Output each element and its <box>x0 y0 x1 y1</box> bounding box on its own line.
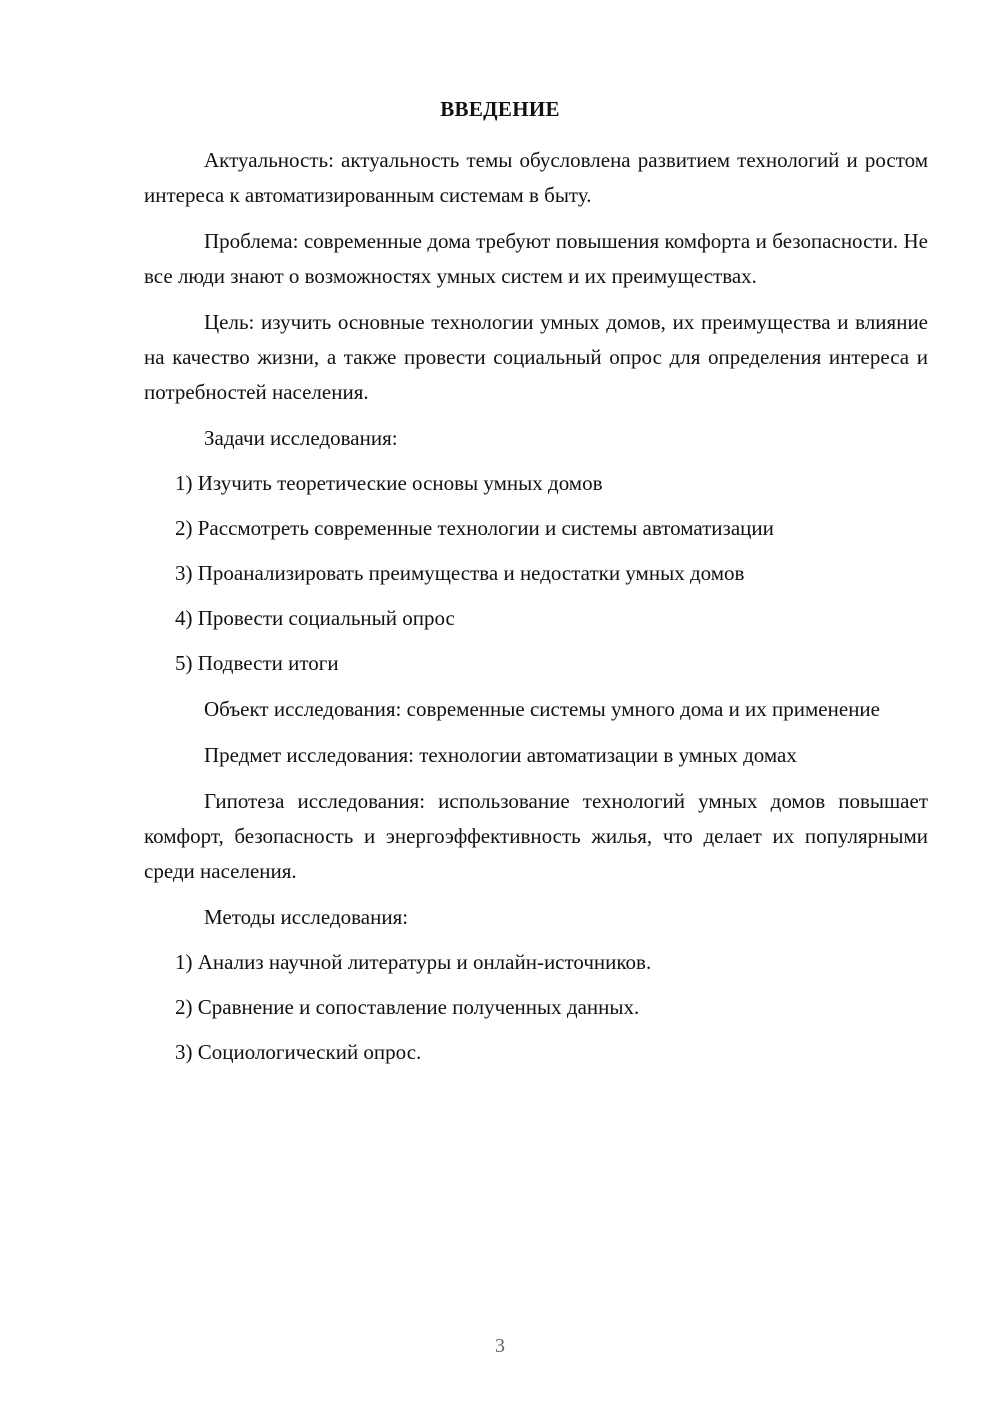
task-item: 2) Рассмотреть современные технологии и системы автоматизации <box>175 516 774 540</box>
relevance-paragraph: Актуальность: актуальность темы обусловлена развитием технологий и ростом интереса к автоматизированным системам в быту. <box>144 148 928 207</box>
task-item: 4) Провести социальный опрос <box>175 606 455 630</box>
method-item: 1) Анализ научной литературы и онлайн-источников. <box>175 950 652 974</box>
goal-paragraph: Цель: изучить основные технологии умных домов, их преимущества и влияние на качество жизни, а также провести социальный опрос для определения интереса и потребностей населения. <box>144 310 928 404</box>
subject-paragraph: Предмет исследования: технологии автоматизации в умных домах <box>204 743 797 767</box>
hypothesis-paragraph: Гипотеза исследования: использование технологий умных домов повышает комфорт, безопасность и энергоэффективность жилья, что делает их популярными среди населения. <box>144 789 928 883</box>
document-body <box>144 143 928 1070</box>
page-number: 3 <box>495 1335 505 1357</box>
methods-list <box>144 945 928 1070</box>
page-title: ВВЕДЕНИЕ <box>440 97 560 121</box>
problem-paragraph: Проблема: современные дома требуют повышения комфорта и безопасности. Не все люди знают о возможностях умных систем и их преимуществах. <box>144 229 928 288</box>
task-item: 1) Изучить теоретические основы умных домов <box>175 471 603 495</box>
task-item: 3) Проанализировать преимущества и недостатки умных домов <box>175 561 745 585</box>
tasks-heading: Задачи исследования: <box>204 426 398 450</box>
method-item: 2) Сравнение и сопоставление полученных данных. <box>175 995 640 1019</box>
object-paragraph: Объект исследования: современные системы умного дома и их применение <box>204 697 880 721</box>
method-item: 3) Социологический опрос. <box>175 1040 422 1064</box>
methods-heading: Методы исследования: <box>204 905 409 929</box>
tasks-list <box>144 466 928 681</box>
task-item: 5) Подвести итоги <box>175 651 339 675</box>
